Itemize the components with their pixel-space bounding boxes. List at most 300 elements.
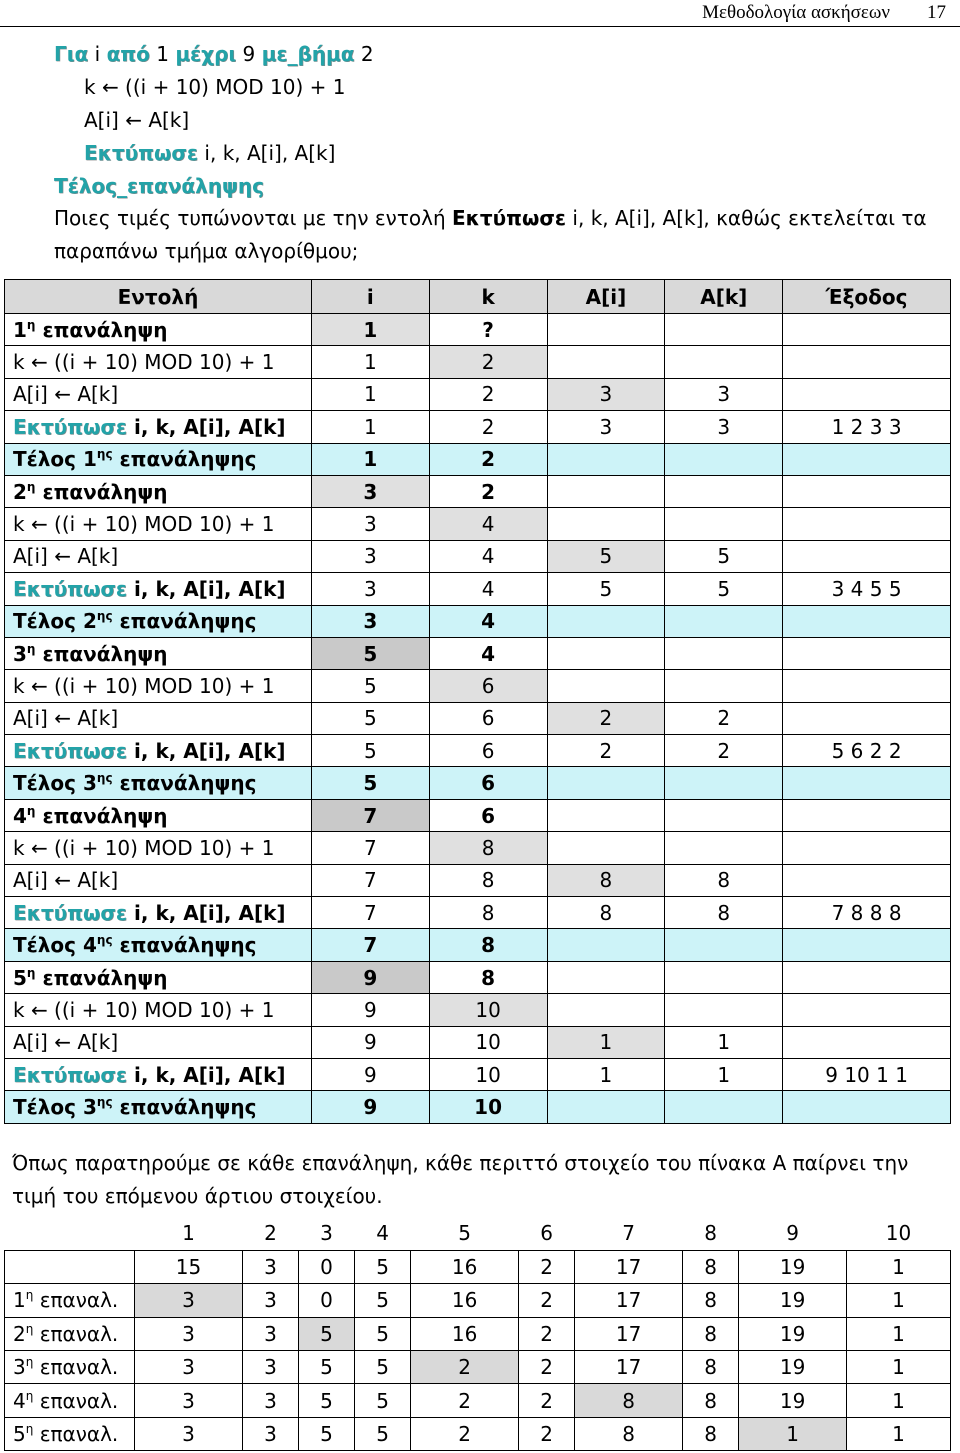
val-ak: 3 <box>665 378 783 410</box>
cmd-k: k ← ((i + 10) MOD 10) + 1 <box>5 346 312 378</box>
val-ai <box>547 799 665 831</box>
val-out: 3 4 5 5 <box>783 573 951 605</box>
keyword-print: Εκτύπωσε <box>13 414 128 439</box>
row-number: 4 <box>13 1388 26 1413</box>
array-initial-row <box>5 1250 951 1283</box>
val-i: 1 <box>311 346 429 378</box>
val-k: 2 <box>429 411 547 443</box>
ordinal-sup: η <box>26 479 36 494</box>
keyword-end-loop: Τέλος_επανάληψης <box>54 174 264 198</box>
val-ai <box>547 929 665 961</box>
val-out: 9 10 1 1 <box>783 1058 951 1090</box>
ordinal-sup: η <box>26 803 36 818</box>
code-line-assign: A[i] ← A[k] <box>84 108 190 132</box>
iteration-number: 2 <box>13 479 27 504</box>
trace-row-print <box>5 573 951 605</box>
array-row-label <box>5 1417 135 1450</box>
array-value: 3 <box>242 1250 298 1283</box>
val-i: 3 <box>311 605 429 637</box>
cmd-iteration <box>5 799 312 831</box>
val-out: 5 6 2 2 <box>783 735 951 767</box>
val-i: 5 <box>311 702 429 734</box>
ordinal-sup: η <box>25 1355 34 1370</box>
code-text: 9 <box>236 42 262 66</box>
val-ai <box>547 508 665 540</box>
cmd-k: k ← ((i + 10) MOD 10) + 1 <box>5 994 312 1026</box>
array-value: 5 <box>299 1384 355 1417</box>
trace-row-assign <box>5 378 951 410</box>
array-value: 3 <box>242 1417 298 1450</box>
val-i: 9 <box>311 1026 429 1058</box>
val-ai <box>547 637 665 669</box>
keyword-from: από <box>106 42 150 66</box>
val-ak: 8 <box>665 864 783 896</box>
val-ai: 2 <box>547 702 665 734</box>
val-k: 10 <box>429 1091 547 1123</box>
cmd-k: k ← ((i + 10) MOD 10) + 1 <box>5 670 312 702</box>
val-ak: 3 <box>665 411 783 443</box>
trace-row-iteration <box>5 961 951 993</box>
trace-table <box>4 279 951 1124</box>
val-k: 4 <box>429 508 547 540</box>
array-value: 19 <box>739 1351 847 1384</box>
array-value: 19 <box>739 1384 847 1417</box>
array-iteration-row <box>5 1417 951 1450</box>
array-iteration-row <box>5 1351 951 1384</box>
val-k: 10 <box>429 1026 547 1058</box>
val-ai <box>547 832 665 864</box>
val-ai <box>547 994 665 1026</box>
row-word: επαναλ. <box>39 1321 119 1346</box>
val-ai <box>547 475 665 507</box>
cmd-print <box>5 1058 312 1090</box>
array-value: 5 <box>355 1317 411 1350</box>
array-value: 5 <box>299 1317 355 1350</box>
array-row-label <box>5 1384 135 1417</box>
val-ai: 3 <box>547 411 665 443</box>
val-ak: 8 <box>665 897 783 929</box>
array-value: 2 <box>519 1417 575 1450</box>
trace-row-assign <box>5 540 951 572</box>
array-value: 8 <box>683 1317 739 1350</box>
val-out <box>783 961 951 993</box>
end-suffix: επανάληψης <box>119 609 257 634</box>
val-ak <box>665 346 783 378</box>
cmd-print <box>5 735 312 767</box>
val-i: 7 <box>311 897 429 929</box>
val-i: 9 <box>311 961 429 993</box>
algorithm-code <box>54 38 374 203</box>
val-ak <box>665 443 783 475</box>
ordinal-sup: ης <box>96 933 113 948</box>
val-k: 8 <box>429 929 547 961</box>
array-value: 3 <box>135 1317 243 1350</box>
array-value: 1 <box>739 1417 847 1450</box>
val-i: 7 <box>311 799 429 831</box>
array-value: 5 <box>355 1250 411 1283</box>
page-number: 17 <box>927 2 946 23</box>
array-value: 1 <box>847 1317 951 1350</box>
code-line-for <box>54 38 374 71</box>
ordinal-sup: ης <box>96 447 113 462</box>
val-ak: 2 <box>665 735 783 767</box>
array-value: 3 <box>135 1417 243 1450</box>
array-row-label <box>5 1250 135 1283</box>
array-value: 16 <box>411 1317 519 1350</box>
code-text: i, k, A[i], A[k] <box>198 141 336 165</box>
val-out <box>783 799 951 831</box>
val-ai <box>547 961 665 993</box>
iteration-word: επανάληψη <box>42 965 168 990</box>
val-ai <box>547 1091 665 1123</box>
val-ak <box>665 314 783 346</box>
print-args: i, k, A[i], A[k] <box>127 1062 286 1087</box>
array-value: 8 <box>575 1384 683 1417</box>
header-output: Έξοδος <box>783 280 951 314</box>
row-number: 3 <box>13 1355 26 1380</box>
array-value: 3 <box>135 1351 243 1384</box>
array-value: 16 <box>411 1250 519 1283</box>
cmd-iteration <box>5 637 312 669</box>
row-number: 5 <box>13 1422 26 1447</box>
cmd-iteration <box>5 475 312 507</box>
header-ak: A[k] <box>665 280 783 314</box>
val-k: 2 <box>429 475 547 507</box>
val-i: 7 <box>311 929 429 961</box>
array-index: 6 <box>540 1221 553 1246</box>
array-value: 17 <box>575 1284 683 1317</box>
header-title: Μεθοδολογία ασκήσεων <box>702 2 890 23</box>
array-value: 1 <box>847 1384 951 1417</box>
ordinal-sup: ης <box>96 609 113 624</box>
row-word: επαναλ. <box>39 1422 119 1447</box>
val-i: 1 <box>311 378 429 410</box>
cmd-k: k ← ((i + 10) MOD 10) + 1 <box>5 832 312 864</box>
array-index: 1 <box>182 1221 195 1246</box>
row-number: 1 <box>13 1288 26 1313</box>
array-value: 5 <box>299 1417 355 1450</box>
keyword-print: Εκτύπωσε <box>13 576 128 601</box>
trace-header-row <box>5 280 951 314</box>
val-out <box>783 508 951 540</box>
array-index: 8 <box>704 1221 717 1246</box>
array-value: 17 <box>575 1317 683 1350</box>
val-i: 7 <box>311 832 429 864</box>
val-ak <box>665 1091 783 1123</box>
array-index: 4 <box>376 1221 389 1246</box>
val-k: 6 <box>429 670 547 702</box>
print-args: i, k, A[i], A[k] <box>127 738 286 763</box>
val-out <box>783 864 951 896</box>
val-i: 1 <box>311 443 429 475</box>
val-ai <box>547 443 665 475</box>
cmd-end <box>5 1091 312 1123</box>
row-word: επαναλ. <box>39 1388 119 1413</box>
val-ak <box>665 929 783 961</box>
array-value: 1 <box>847 1417 951 1450</box>
val-k: 8 <box>429 832 547 864</box>
array-index-row <box>5 1217 951 1250</box>
iteration-word: επανάληψη <box>42 317 168 342</box>
val-ak <box>665 994 783 1026</box>
cmd-print <box>5 897 312 929</box>
array-value: 3 <box>135 1284 243 1317</box>
array-value: 2 <box>411 1351 519 1384</box>
ordinal-sup: ης <box>96 1095 113 1110</box>
array-value: 0 <box>299 1250 355 1283</box>
cmd-end <box>5 767 312 799</box>
ordinal-sup: η <box>26 641 36 656</box>
header-i: i <box>311 280 429 314</box>
keyword-print: Εκτύπωσε <box>13 900 128 925</box>
array-value: 19 <box>739 1284 847 1317</box>
val-k: 8 <box>429 961 547 993</box>
trace-row-k <box>5 346 951 378</box>
trace-row-print <box>5 897 951 929</box>
ordinal-sup: η <box>25 1288 34 1303</box>
keyword-for: Για <box>54 42 89 66</box>
row-word: επαναλ. <box>39 1288 119 1313</box>
end-word: Τέλος <box>13 933 77 958</box>
end-word: Τέλος <box>13 447 77 472</box>
print-args: i, k, A[i], A[k] <box>127 576 286 601</box>
trace-row-assign <box>5 702 951 734</box>
cmd-assign: A[i] ← A[k] <box>5 864 312 896</box>
cmd-k: k ← ((i + 10) MOD 10) + 1 <box>5 508 312 540</box>
val-ak <box>665 670 783 702</box>
trace-row-assign <box>5 1026 951 1058</box>
end-word: Τέλος <box>13 771 77 796</box>
cmd-assign: A[i] ← A[k] <box>5 378 312 410</box>
end-number: 3 <box>83 771 97 796</box>
array-value: 5 <box>299 1351 355 1384</box>
val-i: 5 <box>311 735 429 767</box>
keyword-print: Εκτύπωσε <box>13 1062 128 1087</box>
array-value: 5 <box>355 1417 411 1450</box>
array-value: 8 <box>683 1250 739 1283</box>
array-value: 17 <box>575 1351 683 1384</box>
val-ai: 2 <box>547 735 665 767</box>
end-suffix: επανάληψης <box>119 447 257 472</box>
val-ak: 5 <box>665 573 783 605</box>
trace-row-end <box>5 929 951 961</box>
val-ai <box>547 767 665 799</box>
question-post: i, k, A[i], A[k], καθώς εκτελείται τα παραπάνω τμήμα αλγορίθμου; <box>54 206 927 263</box>
cmd-iteration <box>5 314 312 346</box>
val-out <box>783 1091 951 1123</box>
iteration-number: 1 <box>13 317 27 342</box>
array-value: 3 <box>242 1351 298 1384</box>
cmd-iteration <box>5 961 312 993</box>
end-number: 2 <box>83 609 97 634</box>
array-index: 3 <box>320 1221 333 1246</box>
val-ai: 3 <box>547 378 665 410</box>
trace-row-iteration <box>5 314 951 346</box>
array-value: 2 <box>411 1384 519 1417</box>
val-ak: 2 <box>665 702 783 734</box>
val-ai: 5 <box>547 573 665 605</box>
code-line-print <box>54 137 374 170</box>
array-value: 19 <box>739 1250 847 1283</box>
code-line-end <box>54 170 374 203</box>
array-value: 3 <box>242 1317 298 1350</box>
iteration-word: επανάληψη <box>42 641 168 666</box>
val-i: 3 <box>311 475 429 507</box>
val-i: 1 <box>311 314 429 346</box>
array-value: 3 <box>242 1284 298 1317</box>
val-k: ? <box>429 314 547 346</box>
keyword-step: με_βήμα <box>261 42 355 66</box>
val-out <box>783 540 951 572</box>
iteration-number: 3 <box>13 641 27 666</box>
trace-row-assign <box>5 864 951 896</box>
array-value: 2 <box>519 1317 575 1350</box>
array-iteration-row <box>5 1317 951 1350</box>
cmd-print <box>5 411 312 443</box>
val-ak <box>665 961 783 993</box>
end-suffix: επανάληψης <box>119 771 257 796</box>
array-value: 3 <box>135 1384 243 1417</box>
cmd-print <box>5 573 312 605</box>
print-args: i, k, A[i], A[k] <box>127 900 286 925</box>
array-value: 2 <box>519 1250 575 1283</box>
val-ak: 1 <box>665 1026 783 1058</box>
val-out <box>783 832 951 864</box>
array-corner <box>5 1217 135 1250</box>
val-i: 3 <box>311 540 429 572</box>
ordinal-sup: η <box>25 1321 34 1336</box>
val-ai <box>547 314 665 346</box>
array-row-label <box>5 1317 135 1350</box>
end-number: 1 <box>83 447 97 472</box>
val-k: 6 <box>429 767 547 799</box>
array-table <box>4 1217 951 1451</box>
end-word: Τέλος <box>13 1095 77 1120</box>
array-value: 2 <box>519 1384 575 1417</box>
iteration-word: επανάληψη <box>42 803 168 828</box>
trace-row-iteration <box>5 799 951 831</box>
val-ak <box>665 799 783 831</box>
code-text: i <box>88 42 107 66</box>
array-value: 8 <box>683 1351 739 1384</box>
end-number: 3 <box>83 1095 97 1120</box>
trace-row-end <box>5 767 951 799</box>
cmd-assign: A[i] ← A[k] <box>5 702 312 734</box>
array-value: 2 <box>411 1417 519 1450</box>
ordinal-sup: η <box>25 1388 34 1403</box>
val-out <box>783 637 951 669</box>
val-ak <box>665 475 783 507</box>
question-text <box>54 202 954 268</box>
trace-row-end <box>5 1091 951 1123</box>
val-out <box>783 994 951 1026</box>
code-text: 1 <box>149 42 176 66</box>
val-out <box>783 314 951 346</box>
conclusion-text: Όπως παρατηρούμε σε κάθε επανάληψη, κάθε περιττό στοιχείο του πίνακα Α παίρνει την τιμή του επόμενου άρτιου στοιχείου. <box>12 1151 909 1208</box>
row-word: επαναλ. <box>39 1355 119 1380</box>
val-out <box>783 702 951 734</box>
array-value: 5 <box>355 1351 411 1384</box>
header-command: Εντολή <box>5 280 312 314</box>
val-i: 3 <box>311 573 429 605</box>
end-suffix: επανάληψης <box>119 1095 257 1120</box>
trace-row-iteration <box>5 475 951 507</box>
val-k: 4 <box>429 605 547 637</box>
end-word: Τέλος <box>13 609 77 634</box>
array-iteration-row <box>5 1384 951 1417</box>
code-text: 2 <box>354 42 374 66</box>
val-ak <box>665 508 783 540</box>
ordinal-sup: ης <box>96 771 113 786</box>
val-ak: 1 <box>665 1058 783 1090</box>
val-k: 8 <box>429 864 547 896</box>
val-i: 5 <box>311 670 429 702</box>
val-ak <box>665 605 783 637</box>
array-index: 7 <box>622 1221 635 1246</box>
array-value: 16 <box>411 1284 519 1317</box>
val-i: 5 <box>311 637 429 669</box>
array-value: 8 <box>575 1417 683 1450</box>
trace-row-print <box>5 411 951 443</box>
question-pre: Ποιες τιμές τυπώνονται με την εντολή <box>54 206 452 230</box>
val-out <box>783 670 951 702</box>
cmd-assign: A[i] ← A[k] <box>5 1026 312 1058</box>
val-i: 9 <box>311 1091 429 1123</box>
val-out <box>783 443 951 475</box>
val-k: 8 <box>429 897 547 929</box>
question-bold: Εκτύπωσε <box>452 206 567 230</box>
val-k: 10 <box>429 994 547 1026</box>
val-out <box>783 475 951 507</box>
val-k: 6 <box>429 799 547 831</box>
val-ak <box>665 832 783 864</box>
array-value: 2 <box>519 1284 575 1317</box>
ordinal-sup: η <box>25 1422 34 1437</box>
val-ak: 5 <box>665 540 783 572</box>
val-k: 6 <box>429 735 547 767</box>
array-index: 10 <box>885 1221 912 1246</box>
cmd-end <box>5 443 312 475</box>
keyword-to: μέχρι <box>175 42 237 66</box>
array-index: 9 <box>786 1221 799 1246</box>
trace-row-print <box>5 735 951 767</box>
array-value: 1 <box>847 1284 951 1317</box>
array-value: 8 <box>683 1284 739 1317</box>
trace-row-print <box>5 1058 951 1090</box>
array-index: 5 <box>458 1221 471 1246</box>
keyword-print: Εκτύπωσε <box>13 738 128 763</box>
array-value: 8 <box>683 1417 739 1450</box>
end-suffix: επανάληψης <box>119 933 257 958</box>
array-value: 3 <box>242 1384 298 1417</box>
val-i: 1 <box>311 411 429 443</box>
ordinal-sup: η <box>26 317 36 332</box>
array-value: 17 <box>575 1250 683 1283</box>
val-i: 9 <box>311 1058 429 1090</box>
val-ak <box>665 767 783 799</box>
val-out <box>783 929 951 961</box>
val-ai: 8 <box>547 864 665 896</box>
val-k: 10 <box>429 1058 547 1090</box>
val-ai: 8 <box>547 897 665 929</box>
trace-row-iteration <box>5 637 951 669</box>
array-value: 19 <box>739 1317 847 1350</box>
val-ai <box>547 346 665 378</box>
trace-row-k <box>5 832 951 864</box>
val-i: 5 <box>311 767 429 799</box>
val-i: 7 <box>311 864 429 896</box>
keyword-print: Εκτύπωσε <box>84 141 199 165</box>
